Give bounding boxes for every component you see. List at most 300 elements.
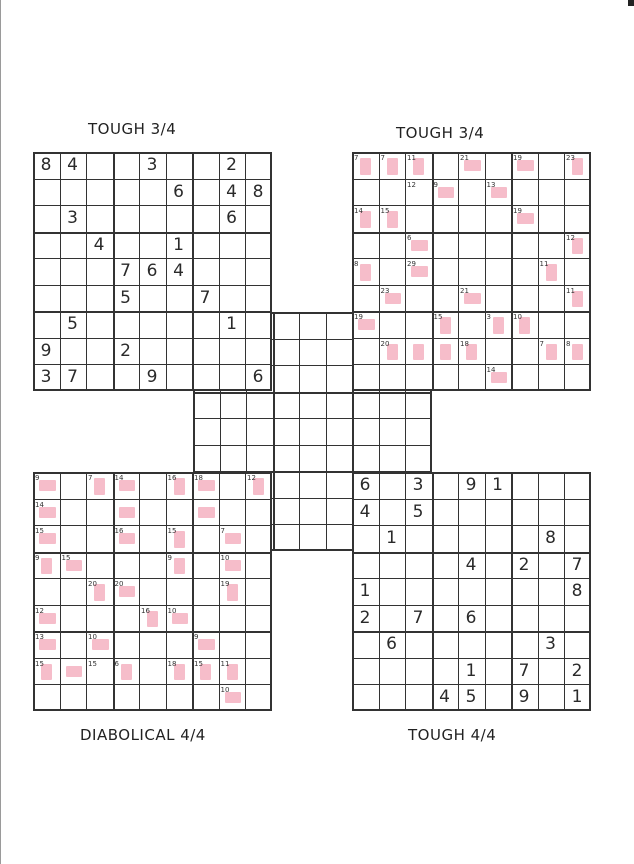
grid-cell[interactable] <box>60 631 87 658</box>
grid-cell[interactable] <box>352 552 379 579</box>
grid-cell[interactable] <box>273 524 300 551</box>
grid-cell[interactable] <box>86 525 113 552</box>
grid-cell[interactable] <box>139 552 166 579</box>
grid-cell[interactable] <box>299 312 326 339</box>
given-digit: 3 <box>40 367 52 387</box>
title-top-left: TOUGH 3/4 <box>88 120 177 138</box>
grid-cell[interactable] <box>485 658 512 685</box>
cage-sum-clue: 9 <box>433 180 438 189</box>
grid-cell[interactable] <box>379 578 406 605</box>
grid-cell[interactable] <box>485 338 512 365</box>
grid-cell[interactable] <box>273 498 300 525</box>
grid-cell[interactable] <box>538 658 565 685</box>
grid-cell[interactable] <box>219 631 246 658</box>
grid-cell[interactable] <box>538 285 565 312</box>
grid-cell[interactable] <box>246 445 273 472</box>
grid-cell[interactable] <box>192 232 219 259</box>
cage-sum-clue: 7 <box>220 527 225 535</box>
grid-cell[interactable] <box>245 311 272 338</box>
grid-cell[interactable] <box>538 605 565 632</box>
grid-cell[interactable] <box>60 258 87 285</box>
grid-cell[interactable] <box>113 232 140 259</box>
grid-cell[interactable] <box>352 364 379 391</box>
grid-cell[interactable] <box>432 605 459 632</box>
grid-cell[interactable] <box>352 232 379 259</box>
grid-cell[interactable] <box>352 179 379 206</box>
given-digit: 4 <box>173 261 184 281</box>
grid-cell[interactable] <box>33 179 60 206</box>
grid-cell[interactable] <box>219 605 246 632</box>
grid-cell[interactable] <box>113 311 140 338</box>
grid-cell[interactable] <box>193 445 220 472</box>
grid-cell[interactable] <box>33 311 60 338</box>
grid-cell[interactable] <box>139 472 166 499</box>
cage-sum-clue: 11 <box>539 260 549 268</box>
grid-cell[interactable] <box>245 552 272 579</box>
grid-cell[interactable] <box>166 684 193 711</box>
grid-cell[interactable] <box>113 552 140 579</box>
grid-cell[interactable] <box>139 205 166 232</box>
grid-cell[interactable] <box>113 364 140 391</box>
grid-cell[interactable] <box>86 285 113 312</box>
grid-cell[interactable] <box>113 152 140 179</box>
grid-cell[interactable] <box>192 525 219 552</box>
grid-cell[interactable] <box>139 285 166 312</box>
grid-cell[interactable] <box>379 499 406 526</box>
title-bottom-right: TOUGH 4/4 <box>408 726 497 744</box>
grid-cell[interactable] <box>60 285 87 312</box>
grid-cell[interactable] <box>245 285 272 312</box>
given-digit: 8 <box>545 528 556 548</box>
grid-cell[interactable] <box>432 499 459 526</box>
grid-cell[interactable] <box>458 364 485 391</box>
grid-cell[interactable] <box>511 605 538 632</box>
grid-cell[interactable] <box>192 684 219 711</box>
grid-cell[interactable] <box>86 311 113 338</box>
grid-cell[interactable] <box>273 418 300 445</box>
grid-cell[interactable] <box>113 179 140 206</box>
grid-cell[interactable] <box>246 418 273 445</box>
grid-cell[interactable] <box>564 472 591 499</box>
grid-cell[interactable] <box>299 365 326 392</box>
cage-sum-clue: 14 <box>114 474 124 482</box>
grid-cell[interactable] <box>192 205 219 232</box>
grid-cell[interactable] <box>538 311 565 338</box>
grid-cell[interactable] <box>485 525 512 552</box>
grid-cell[interactable] <box>538 472 565 499</box>
grid-cell[interactable] <box>564 364 591 391</box>
grid-cell[interactable] <box>538 205 565 232</box>
grid-cell[interactable] <box>538 179 565 206</box>
grid-cell[interactable] <box>485 684 512 711</box>
grid-cell[interactable] <box>220 445 247 472</box>
grid-cell[interactable] <box>245 152 272 179</box>
grid-cell[interactable] <box>299 445 326 472</box>
grid-cell[interactable] <box>60 525 87 552</box>
grid-cell[interactable] <box>86 152 113 179</box>
grid-cell[interactable] <box>219 364 246 391</box>
grid-cell[interactable] <box>113 631 140 658</box>
grid-cell[interactable] <box>139 311 166 338</box>
grid-cell[interactable] <box>86 179 113 206</box>
grid-cell[interactable] <box>192 258 219 285</box>
grid-cell[interactable] <box>139 578 166 605</box>
grid-cell[interactable] <box>405 364 432 391</box>
cage-sum-clue: 9 <box>194 633 199 641</box>
grid-cell[interactable] <box>352 285 379 312</box>
given-digit: 1 <box>173 234 184 255</box>
grid-cell[interactable] <box>166 499 193 526</box>
grid-cell[interactable] <box>379 658 406 685</box>
grid-cell[interactable] <box>352 418 379 445</box>
grid-cell[interactable] <box>326 445 353 472</box>
grid-cell[interactable] <box>538 152 565 179</box>
grid-cell[interactable] <box>538 578 565 605</box>
grid-cell[interactable] <box>273 339 300 366</box>
given-digit: 7 <box>120 261 131 281</box>
grid-cell[interactable] <box>219 285 246 312</box>
grid-cell[interactable] <box>326 312 353 339</box>
grid-cell[interactable] <box>432 232 459 259</box>
grid-cell[interactable] <box>245 232 272 259</box>
grid-cell[interactable] <box>139 631 166 658</box>
grid-cell[interactable] <box>379 258 406 285</box>
given-digit: 6 <box>146 261 158 281</box>
grid-cell[interactable] <box>166 152 193 179</box>
grid-cell[interactable] <box>511 258 538 285</box>
grid-cell[interactable] <box>485 605 512 632</box>
cage-sum-clue: 13 <box>486 180 496 189</box>
grid-cell[interactable] <box>60 605 87 632</box>
given-digit: 1 <box>226 314 237 334</box>
grid-cell[interactable] <box>485 499 512 526</box>
grid-cell[interactable] <box>192 552 219 579</box>
grid-cell[interactable] <box>564 605 591 632</box>
grid-cell[interactable] <box>139 658 166 685</box>
grid-cell[interactable] <box>60 232 87 259</box>
grid-cell[interactable] <box>405 525 432 552</box>
grid-cell[interactable] <box>511 578 538 605</box>
grid-cell[interactable] <box>485 285 512 312</box>
grid-cell[interactable] <box>405 205 432 232</box>
grid-cell[interactable] <box>220 418 247 445</box>
grid-cell[interactable] <box>432 152 459 179</box>
given-digit: 9 <box>518 687 530 707</box>
grid-cell[interactable] <box>405 445 432 472</box>
grid-cell[interactable] <box>299 498 326 525</box>
grid-cell[interactable] <box>405 392 432 419</box>
grid-cell[interactable] <box>60 684 87 711</box>
grid-cell[interactable] <box>60 499 87 526</box>
grid-cell[interactable] <box>485 205 512 232</box>
grid-cell[interactable] <box>245 684 272 711</box>
grid-cell[interactable] <box>245 258 272 285</box>
grid-cell[interactable] <box>458 232 485 259</box>
given-digit: 2 <box>120 340 131 361</box>
grid-cell[interactable] <box>564 179 591 206</box>
grid-cell[interactable] <box>379 392 406 419</box>
grid-cell[interactable] <box>219 258 246 285</box>
grid-cell[interactable] <box>193 392 220 419</box>
grid-cell[interactable] <box>432 631 459 658</box>
grid-cell[interactable] <box>485 152 512 179</box>
grid-cell[interactable] <box>245 605 272 632</box>
grid-cell[interactable] <box>219 338 246 365</box>
cage-highlight <box>39 480 56 491</box>
grid-cell[interactable] <box>219 232 246 259</box>
grid-cell[interactable] <box>166 364 193 391</box>
grid-cell[interactable] <box>245 658 272 685</box>
grid-cell[interactable] <box>139 684 166 711</box>
grid-cell[interactable] <box>538 552 565 579</box>
grid-cell[interactable] <box>273 365 300 392</box>
grid-cell[interactable] <box>485 631 512 658</box>
grid-cell[interactable] <box>193 418 220 445</box>
grid-cell[interactable] <box>511 631 538 658</box>
grid-cell[interactable] <box>273 471 300 498</box>
grid-cell[interactable] <box>538 364 565 391</box>
grid-cell[interactable] <box>352 658 379 685</box>
grid-cell[interactable] <box>564 631 591 658</box>
cage-sum-clue: 15 <box>167 527 177 535</box>
cage-sum-clue: 20 <box>88 580 97 588</box>
grid-cell[interactable] <box>326 498 353 525</box>
grid-cell[interactable] <box>33 684 60 711</box>
grid-cell[interactable] <box>299 339 326 366</box>
grid-cell[interactable] <box>86 338 113 365</box>
grid-cell[interactable] <box>326 471 353 498</box>
grid-cell[interactable] <box>192 578 219 605</box>
grid-cell[interactable] <box>538 684 565 711</box>
grid-cell[interactable] <box>352 684 379 711</box>
given-digit: 6 <box>359 475 371 495</box>
grid-cell[interactable] <box>485 258 512 285</box>
grid-cell[interactable] <box>432 578 459 605</box>
given-digit: 6 <box>386 634 397 654</box>
grid-cell[interactable] <box>432 205 459 232</box>
grid-cell[interactable] <box>86 605 113 632</box>
grid-cell[interactable] <box>511 499 538 526</box>
cage-sum-clue: 14 <box>486 366 496 374</box>
given-digit: 2 <box>518 554 530 575</box>
grid-cell[interactable] <box>326 365 353 392</box>
grid-cell[interactable] <box>379 179 406 206</box>
grid-cell[interactable] <box>60 472 87 499</box>
grid-cell[interactable] <box>405 578 432 605</box>
grid-cell[interactable] <box>485 552 512 579</box>
grid-cell[interactable] <box>33 285 60 312</box>
grid-cell[interactable] <box>166 285 193 312</box>
grid-cell[interactable] <box>458 205 485 232</box>
grid-cell[interactable] <box>192 364 219 391</box>
grid-cell[interactable] <box>245 631 272 658</box>
grid-cell[interactable] <box>405 658 432 685</box>
grid-cell[interactable] <box>458 258 485 285</box>
grid-cell[interactable] <box>192 152 219 179</box>
grid-cell[interactable] <box>192 605 219 632</box>
grid-cell[interactable] <box>86 205 113 232</box>
grid-cell[interactable] <box>458 631 485 658</box>
grid-cell[interactable] <box>405 285 432 312</box>
grid-cell[interactable] <box>511 338 538 365</box>
grid-cell[interactable] <box>564 258 591 285</box>
grid-cell[interactable] <box>564 205 591 232</box>
grid-cell[interactable] <box>352 338 379 365</box>
grid-cell[interactable] <box>60 179 87 206</box>
cage-sum-clue: 21 <box>460 286 469 295</box>
given-digit: 9 <box>465 475 477 495</box>
grid-cell[interactable] <box>379 605 406 632</box>
grid-cell[interactable] <box>432 472 459 499</box>
cage-sum-clue: 23 <box>380 286 390 295</box>
grid-cell[interactable] <box>379 684 406 711</box>
grid-cell[interactable] <box>485 232 512 259</box>
grid-cell[interactable] <box>511 232 538 259</box>
grid-cell[interactable] <box>538 232 565 259</box>
grid-cell[interactable] <box>352 525 379 552</box>
grid-cell[interactable] <box>432 285 459 312</box>
grid-cell[interactable] <box>485 578 512 605</box>
grid-cell[interactable] <box>352 445 379 472</box>
grid-cell[interactable] <box>245 578 272 605</box>
grid-cell[interactable] <box>245 338 272 365</box>
grid-cell[interactable] <box>166 205 193 232</box>
given-digit: 4 <box>465 554 477 575</box>
grid-cell[interactable] <box>139 232 166 259</box>
grid-cell[interactable] <box>432 552 459 579</box>
grid-cell[interactable] <box>432 525 459 552</box>
grid-cell[interactable] <box>273 392 300 419</box>
grid-cell[interactable] <box>538 499 565 526</box>
grid-cell[interactable] <box>273 312 300 339</box>
grid-cell[interactable] <box>113 605 140 632</box>
grid-cell[interactable] <box>352 392 379 419</box>
grid-cell[interactable] <box>511 472 538 499</box>
grid-cell[interactable] <box>139 499 166 526</box>
grid-cell[interactable] <box>405 311 432 338</box>
grid-cell[interactable] <box>246 392 273 419</box>
grid-cell[interactable] <box>405 418 432 445</box>
given-digit: 5 <box>67 314 78 334</box>
grid-cell[interactable] <box>139 525 166 552</box>
grid-cell[interactable] <box>139 338 166 365</box>
cage-highlight <box>360 264 371 281</box>
grid-cell[interactable] <box>564 311 591 338</box>
cage-sum-clue: 10 <box>88 633 97 641</box>
grid-cell[interactable] <box>86 552 113 579</box>
grid-cell[interactable] <box>245 525 272 552</box>
grid-cell[interactable] <box>379 445 406 472</box>
grid-cell[interactable] <box>113 684 140 711</box>
grid-cell[interactable] <box>219 472 246 499</box>
cage-highlight <box>438 187 455 198</box>
cage-sum-clue: 9 <box>35 474 40 482</box>
grid-cell[interactable] <box>326 392 353 419</box>
grid-cell[interactable] <box>192 311 219 338</box>
cage-sum-clue: 7 <box>88 474 93 482</box>
grid-cell[interactable] <box>564 525 591 552</box>
grid-cell[interactable] <box>220 392 247 419</box>
grid-cell[interactable] <box>511 179 538 206</box>
grid-cell[interactable] <box>60 338 87 365</box>
cage-sum-clue: 23 <box>566 154 575 162</box>
grid-cell[interactable] <box>458 499 485 526</box>
grid-cell[interactable] <box>326 339 353 366</box>
grid-cell[interactable] <box>299 418 326 445</box>
grid-cell[interactable] <box>511 285 538 312</box>
cage-sum-clue: 12 <box>407 180 416 189</box>
cage-highlight <box>121 664 132 681</box>
grid-cell[interactable] <box>379 232 406 259</box>
cage-sum-clue: 21 <box>460 154 469 162</box>
grid-cell[interactable] <box>33 205 60 232</box>
grid-cell[interactable] <box>192 338 219 365</box>
grid-cell[interactable] <box>432 364 459 391</box>
grid-cell[interactable] <box>33 232 60 259</box>
grid-cell[interactable] <box>86 258 113 285</box>
grid-cell[interactable] <box>458 179 485 206</box>
given-digit: 1 <box>386 528 397 548</box>
grid-cell[interactable] <box>458 311 485 338</box>
grid-cell[interactable] <box>245 205 272 232</box>
grid-cell[interactable] <box>326 418 353 445</box>
grid-cell[interactable] <box>379 552 406 579</box>
grid-cell[interactable] <box>379 472 406 499</box>
grid-cell[interactable] <box>86 499 113 526</box>
grid-cell[interactable] <box>166 338 193 365</box>
grid-cell[interactable] <box>33 258 60 285</box>
grid-cell[interactable] <box>33 578 60 605</box>
grid-cell[interactable] <box>379 364 406 391</box>
grid-cell[interactable] <box>299 524 326 551</box>
grid-cell[interactable] <box>166 311 193 338</box>
grid-cell[interactable] <box>86 684 113 711</box>
grid-cell[interactable] <box>299 471 326 498</box>
grid-cell[interactable] <box>405 684 432 711</box>
grid-cell[interactable] <box>245 499 272 526</box>
grid-cell[interactable] <box>405 552 432 579</box>
grid-cell[interactable] <box>166 578 193 605</box>
cage-highlight <box>174 558 185 575</box>
grid-cell[interactable] <box>432 258 459 285</box>
grid-cell[interactable] <box>432 658 459 685</box>
grid-cell[interactable] <box>139 179 166 206</box>
cage-sum-clue: 16 <box>141 606 150 615</box>
grid-cell[interactable] <box>60 578 87 605</box>
cage-sum-clue: 8 <box>354 260 359 268</box>
grid-cell[interactable] <box>273 445 300 472</box>
title-bottom-left: DIABOLICAL 4/4 <box>80 726 206 744</box>
given-digit: 7 <box>67 367 78 387</box>
grid-cell[interactable] <box>299 392 326 419</box>
grid-cell[interactable] <box>219 499 246 526</box>
grid-cell[interactable] <box>166 631 193 658</box>
grid-cell[interactable] <box>86 364 113 391</box>
grid-cell[interactable] <box>405 631 432 658</box>
grid-cell[interactable] <box>564 499 591 526</box>
grid-cell[interactable] <box>326 524 353 551</box>
grid-cell[interactable] <box>379 311 406 338</box>
given-digit: 3 <box>412 475 424 495</box>
grid-cell[interactable] <box>113 205 140 232</box>
grid-cell[interactable] <box>352 631 379 658</box>
grid-cell[interactable] <box>458 525 485 552</box>
grid-cell[interactable] <box>379 418 406 445</box>
grid-cell[interactable] <box>192 179 219 206</box>
grid-cell[interactable] <box>511 525 538 552</box>
grid-cell[interactable] <box>511 364 538 391</box>
grid-cell[interactable] <box>458 578 485 605</box>
